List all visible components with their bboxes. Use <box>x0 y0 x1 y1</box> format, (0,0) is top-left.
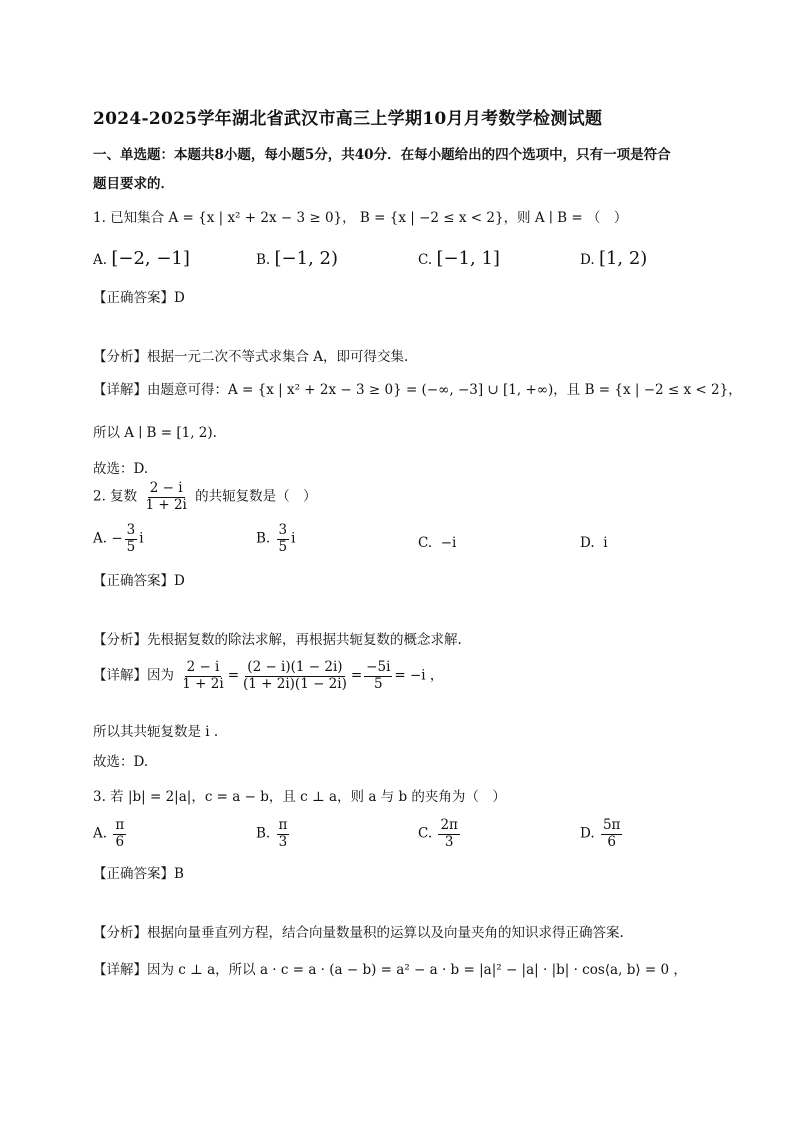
q1-stem-suffix: ，则 A ∣ B = （ ） <box>503 210 628 226</box>
q3-option-c: C. $\frac{2\pi}{3}$ <box>418 817 458 850</box>
q2-option-d: D. i <box>580 535 608 551</box>
q3-detail: 【详解】因为 c ⊥ a，所以 a · c = a · (a − b) = a² − a · b = |a|² − |a| · |b| · cos⟨a, b⟩ = 0 ， <box>93 962 687 978</box>
q1-set-b: B = {x | −2 ≤ x < 2} <box>359 210 504 226</box>
q1-analysis: 【分析】根据一元二次不等式求集合 A，即可得交集. <box>93 349 409 365</box>
q3-option-a: A. $\frac{\pi}{6}$ <box>93 817 125 850</box>
q1-detail-math: A = {x | x² + 2x − 3 ≥ 0} = (−∞, −3] ∪ [1, +∞)，且 B = {x | −2 ≤ x < 2}， <box>228 382 742 398</box>
q2-detail: 【详解】因为 $\frac{2 - i}{1 + 2i}$ = $\frac{(2 - i)(1 - 2i)}{(1 + 2i)(1 - 2i)}$ = $\frac{-5i}{5}$ = −i ， <box>93 659 444 692</box>
q1-set-a: A = {x | x² + 2x − 3 ≥ 0} <box>168 210 343 226</box>
question-2-stem: 2. 复数 $\frac{2 - i}{1 + 2i}$ 的共轭复数是（ ） <box>93 480 317 513</box>
q2-option-c: C. −i <box>418 535 457 551</box>
q1-option-c: C. [−1, 1] <box>418 248 500 269</box>
q2-analysis: 【分析】先根据复数的除法求解，再根据共轭复数的概念求解. <box>93 632 462 648</box>
q2-option-b: B. $\frac{3}{5}$ i <box>256 522 296 555</box>
q2-option-a: A. − $\frac{3}{5}$ i <box>93 522 144 555</box>
q1-option-d: D. [1, 2) <box>580 248 648 269</box>
section-heading-line2: 题目要求的． <box>93 176 174 192</box>
q3-answer: 【正确答案】B <box>93 866 184 882</box>
q2-choice: 故选：D. <box>93 754 149 770</box>
page-title: 2024-2025学年湖北省武汉市高三上学期10月月考数学检测试题 <box>93 109 603 129</box>
question-1-stem: 1. 已知集合 A = {x | x² + 2x − 3 ≥ 0}， B = {x | −2 ≤ x < 2}，则 A ∣ B = （ ） <box>93 210 628 226</box>
q1-answer: 【正确答案】D <box>93 290 185 306</box>
q2-answer: 【正确答案】D <box>93 573 185 589</box>
q1-stem-prefix: 1. 已知集合 <box>93 210 165 226</box>
q1-option-b: B. [−1, 2) <box>256 248 338 269</box>
q3-analysis: 【分析】根据向量垂直列方程，结合向量数量积的运算以及向量夹角的知识求得正确答案. <box>93 925 624 941</box>
question-3-stem: 3. 若 |b| = 2|a|，c = a − b，且 c ⊥ a，则 a 与 b 的夹角为（ ） <box>93 789 506 805</box>
q2-fraction: $\frac{2 - i}{1 + 2i}$ <box>145 480 187 513</box>
section-heading-line1: 一、单选题：本题共8小题，每小题5分，共40分．在每小题给出的四个选项中，只有一项是符合 <box>93 147 671 163</box>
q3-option-d: D. $\frac{5\pi}{6}$ <box>580 817 621 850</box>
q1-detail: 【详解】由题意可得：A = {x | x² + 2x − 3 ≥ 0} = (−∞, −3] ∪ [1, +∞)，且 B = {x | −2 ≤ x < 2}， <box>93 382 742 398</box>
q1-option-a: A. [−2, −1] <box>93 248 190 269</box>
q1-conclusion: 所以 A ∣ B = [1, 2). <box>93 425 217 441</box>
q1-choice: 故选：D. <box>93 461 149 477</box>
q2-conclusion: 所以其共轭复数是 i . <box>93 724 219 740</box>
q3-option-b: B. $\frac{\pi}{3}$ <box>256 817 288 850</box>
